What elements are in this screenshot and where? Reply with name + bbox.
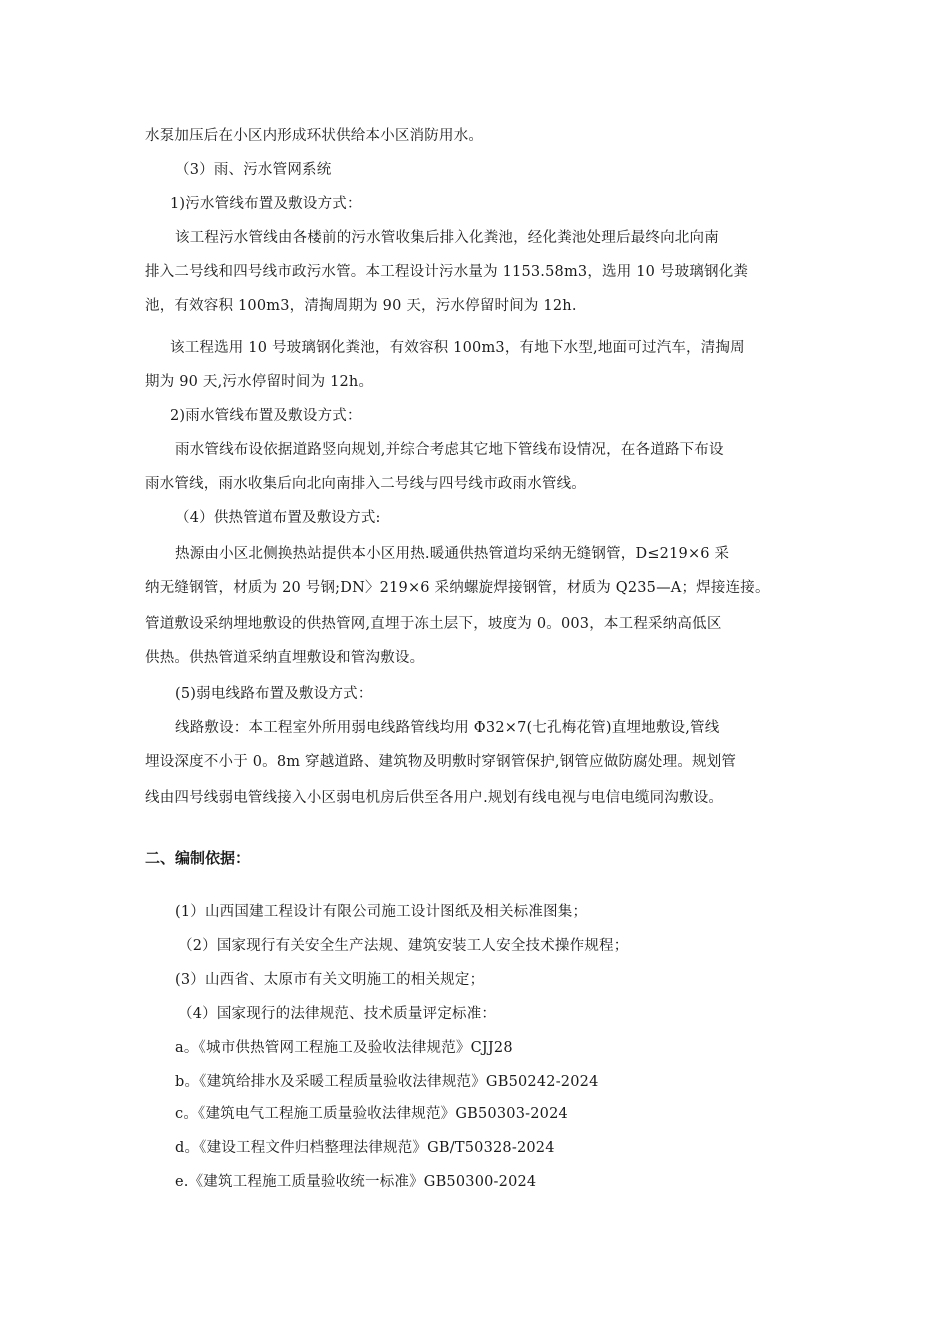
paragraph-line: 埋设深度不小于 0。8m 穿越道路、建筑物及明敷时穿钢管保护,钢管应做防腐处理。规划管 [145, 754, 737, 770]
paragraph-line: 供热。供热管道采纳直埋敷设和管沟敷设。 [145, 650, 425, 666]
reference-item: （2）国家现行有关安全生产法规、建筑安装工人安全技术操作规程； [178, 938, 629, 954]
paragraph-line: 纳无缝钢管，材质为 20 号钢;DN〉219×6 采纳螺旋焊接钢管，材质为 Q235—A；焊接连接。 [145, 580, 770, 596]
subsection-title: （3）雨、污水管网系统 [175, 162, 332, 178]
subsection-title: 2)雨水管线布置及敷设方式： [170, 408, 362, 424]
paragraph-line: 雨水管线布设依据道路竖向规划,并综合考虑其它地下管线布设情况，在各道路下布设 [175, 442, 724, 458]
paragraph-line: 该工程污水管线由各楼前的污水管收集后排入化粪池，经化粪池处理后最终向北向南 [175, 230, 719, 246]
standard-item: a。《城市供热管网工程施工及验收法律规范》CJJ28 [175, 1040, 513, 1056]
paragraph-line: 水泵加压后在小区内形成环状供给本小区消防用水。 [145, 128, 484, 144]
paragraph-line: 排入二号线和四号线市政污水管。本工程设计污水量为 1153.58m3，选用 10 号玻璃钢化粪 [145, 264, 749, 280]
standard-item: d。《建设工程文件归档整理法律规范》GB/T50328-2024 [175, 1140, 555, 1156]
paragraph-line: 雨水管线，雨水收集后向北向南排入二号线与四号线市政雨水管线。 [145, 476, 586, 492]
paragraph-line: 线路敷设：本工程室外所用弱电线路管线均用 Φ32×7(七孔梅花管)直埋地敷设,管线 [175, 720, 720, 736]
paragraph-line: 管道敷设采纳埋地敷设的供热管网,直埋于冻土层下，坡度为 0。003，本工程采纳高低区 [145, 616, 722, 632]
reference-item: (1）山西国建工程设计有限公司施工设计图纸及相关标准图集； [175, 904, 588, 920]
subsection-title: (5)弱电线路布置及敷设方式： [175, 686, 373, 702]
reference-item: (3）山西省、太原市有关文明施工的相关规定； [175, 972, 485, 988]
paragraph-line: 线由四号线弱电管线接入小区弱电机房后供至各用户.规划有线电视与电信电缆同沟敷设。 [145, 790, 724, 806]
standard-item: b。《建筑给排水及采暖工程质量验收法律规范》GB50242-2024 [175, 1074, 599, 1090]
paragraph-line: 期为 90 天,污水停留时间为 12h。 [145, 374, 374, 390]
paragraph-line: 热源由小区北侧换热站提供本小区用热.暖通供热管道均采纳无缝钢管，D≤219×6 采 [175, 546, 730, 562]
paragraph-line: 池，有效容积 100m3，清掏周期为 90 天，污水停留时间为 12h. [145, 298, 577, 314]
reference-item: （4）国家现行的法律规范、技术质量评定标准： [178, 1006, 497, 1022]
subsection-title: 1)污水管线布置及敷设方式： [170, 196, 362, 212]
subsection-title: （4）供热管道布置及敷设方式: [175, 510, 381, 526]
paragraph-line: 该工程选用 10 号玻璃钢化粪池，有效容积 100m3，有地下水型,地面可过汽车，清掏周 [170, 340, 745, 356]
standard-item: c。《建筑电气工程施工质量验收法律规范》GB50303-2024 [175, 1106, 568, 1122]
section-heading: 二、编制依据： [145, 849, 251, 867]
standard-item: e.《建筑工程施工质量验收统一标准》GB50300-2024 [175, 1174, 537, 1190]
